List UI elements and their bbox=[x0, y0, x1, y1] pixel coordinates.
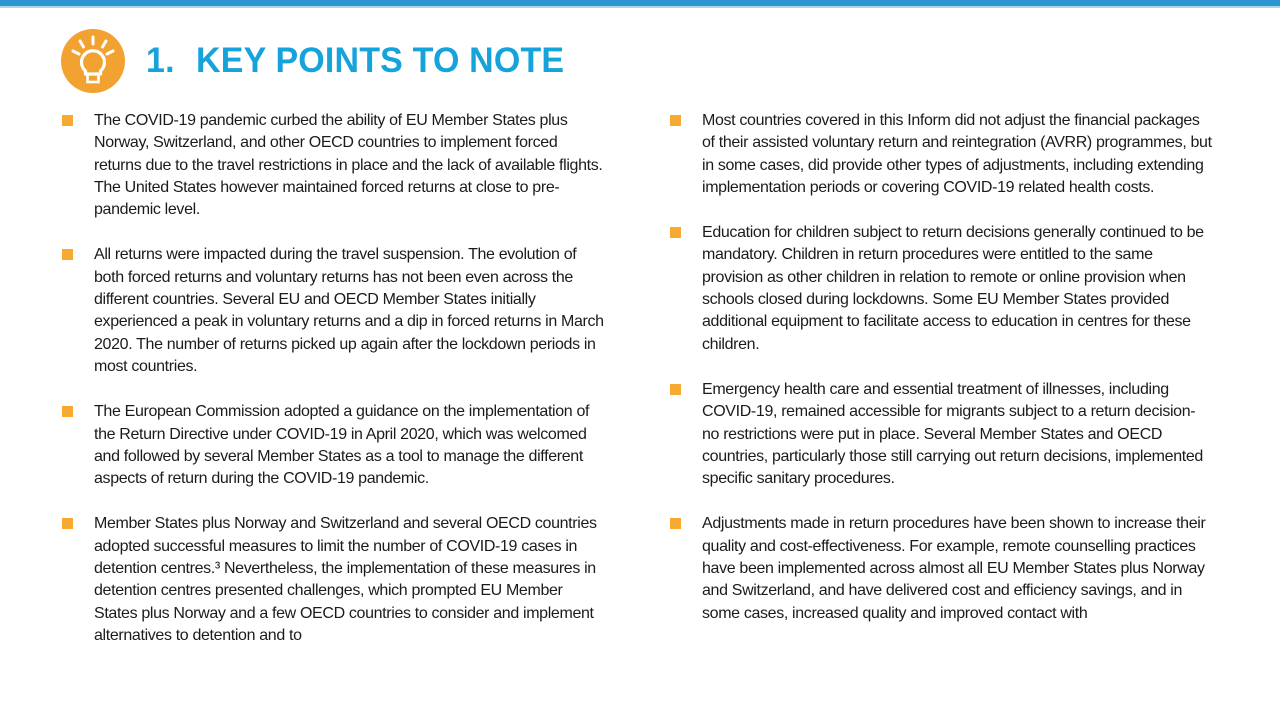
section-title: KEY POINTS TO NOTE bbox=[196, 41, 565, 80]
bullet-text: Member States plus Norway and Switzerland and several OECD countries adopted successful measures to limit the number of COVID-19 cases in detention centres.³ Nevertheless, the implementation of these measures in detention centres presented challenges, which prompted EU Member States plus Norway and a few OECD countries to consider and implement alternatives to detention and to bbox=[94, 515, 597, 644]
bullet-square-icon bbox=[670, 227, 681, 238]
bullet-text: Most countries covered in this Inform did not adjust the financial packages of their assisted voluntary return and reintegration (AVRR) programmes, but in some cases, did provide other types of adjustments, including extending implementation periods or covering COVID-19 related health costs. bbox=[702, 112, 1212, 196]
bullet-text: All returns were impacted during the travel suspension. The evolution of both forced returns and voluntary returns has not been even across the different countries. Several EU and OECD Member States initially experienced a peak in voluntary returns and a dip in forced returns in March 2020. The number of returns picked up again after the lockdown periods in most countries. bbox=[94, 246, 604, 375]
bullet-item bbox=[670, 110, 1216, 199]
bullet-square-icon bbox=[670, 518, 681, 529]
right-column bbox=[670, 110, 1216, 670]
bullet-text: Education for children subject to return decisions generally continued to be mandatory. Children in return procedures were entitled to the same provision as other children in relation to remote or online provision when schools closed during lockdowns. Some EU Member States provided additional equipment to facilitate access to education in centres for these children. bbox=[702, 224, 1204, 353]
bullet-item bbox=[670, 222, 1216, 356]
page-title bbox=[146, 41, 564, 81]
bullet-square-icon bbox=[62, 406, 73, 417]
section-header bbox=[60, 28, 1280, 94]
bullet-item bbox=[670, 379, 1216, 490]
bullet-square-icon bbox=[62, 249, 73, 260]
bullet-square-icon bbox=[670, 384, 681, 395]
bullet-text: The European Commission adopted a guidance on the implementation of the Return Directive under COVID-19 in April 2020, which was welcomed and followed by several Member States as a tool to manage the different aspects of return during the COVID-19 pandemic. bbox=[94, 403, 590, 488]
lightbulb-icon bbox=[60, 28, 126, 94]
top-accent-bar bbox=[0, 0, 1280, 8]
bullet-square-icon bbox=[670, 115, 681, 126]
bullet-item bbox=[62, 401, 608, 490]
two-column-content bbox=[0, 100, 1280, 670]
bullet-item bbox=[62, 244, 608, 378]
bullet-square-icon bbox=[62, 115, 73, 126]
bullet-text: The COVID-19 pandemic curbed the ability of EU Member States plus Norway, Switzerland, and other OECD countries to implement forced returns due to the travel restrictions in place and the lack of available flights. The United States however maintained forced returns at close to pre-pandemic level. bbox=[94, 112, 603, 219]
bullet-text: Emergency health care and essential treatment of illnesses, including COVID-19, remained accessible for migrants subject to a return decision- no restrictions were put in place. Several Member States and OECD countries, particularly those still carrying out return decisions, implemented specific sanitary procedures. bbox=[702, 380, 1203, 488]
left-column bbox=[62, 110, 608, 670]
bullet-item bbox=[62, 110, 608, 221]
bullet-text: Adjustments made in return procedures have been shown to increase their quality and cost-effectiveness. For example, remote counselling practices have been implemented across almost all EU Member States plus Norway and Switzerland, and have delivered cost and efficiency savings, and in some cases, increased quality and improved contact with bbox=[702, 515, 1206, 622]
bullet-square-icon bbox=[62, 518, 73, 529]
bullet-item bbox=[62, 513, 608, 647]
section-number: 1. bbox=[146, 41, 175, 80]
bullet-item bbox=[670, 513, 1216, 624]
